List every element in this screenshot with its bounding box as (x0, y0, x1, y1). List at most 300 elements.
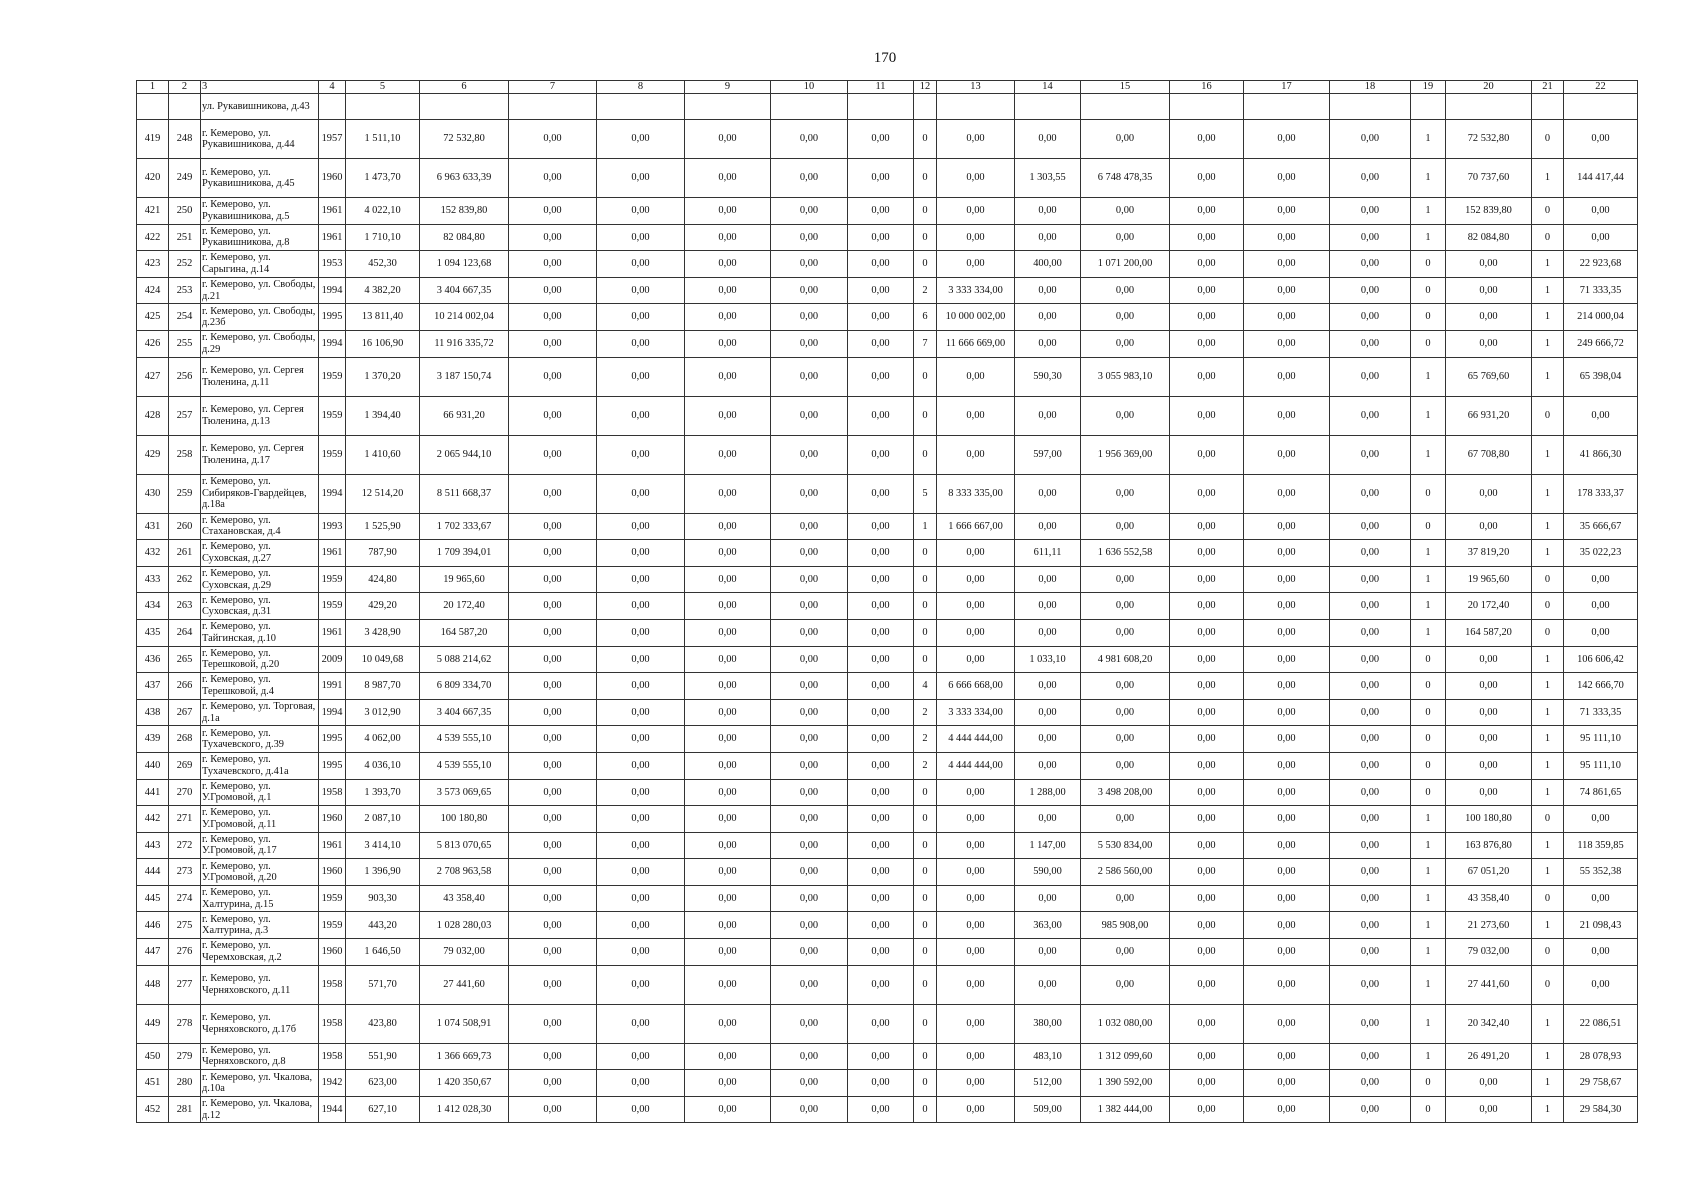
table-cell: 0,00 (1170, 396, 1244, 435)
table-cell: 254 (169, 304, 201, 331)
table-cell: 41 866,30 (1564, 435, 1638, 474)
table-cell: 11 916 335,72 (420, 330, 509, 357)
table-cell: 0,00 (1330, 1004, 1411, 1043)
table-cell: 0,00 (771, 513, 848, 540)
table-cell: 252 (169, 251, 201, 278)
address-cell: г. Кемерово, ул. Халтурина, д.3 (201, 912, 319, 939)
table-cell: 0,00 (685, 120, 771, 159)
table-cell: 0,00 (848, 1004, 914, 1043)
table-cell: 0,00 (937, 885, 1015, 912)
table-cell: 250 (169, 198, 201, 225)
table-cell: 0,00 (1330, 566, 1411, 593)
table-cell: 1 702 333,67 (420, 513, 509, 540)
table-cell: 434 (137, 593, 169, 620)
table-cell: 436 (137, 646, 169, 673)
table-cell: 3 012,90 (346, 699, 420, 726)
table-cell: 0,00 (1244, 593, 1330, 620)
table-cell: 0,00 (685, 779, 771, 806)
table-cell: 0,00 (597, 396, 685, 435)
table-cell: 0 (914, 396, 937, 435)
table-cell: 0,00 (685, 1096, 771, 1123)
table-cell: 152 839,80 (1446, 198, 1532, 225)
table-cell: 0 (1411, 1070, 1446, 1097)
table-cell: 0,00 (509, 198, 597, 225)
table-cell: 0,00 (597, 277, 685, 304)
table-cell: 0,00 (509, 540, 597, 567)
table-cell: 2 (914, 699, 937, 726)
table-cell: 1 (1411, 912, 1446, 939)
table-cell: 0,00 (1244, 251, 1330, 278)
table-cell: 0,00 (1244, 939, 1330, 966)
table-cell: 281 (169, 1096, 201, 1123)
table-cell: 0,00 (1446, 330, 1532, 357)
table-cell: 0,00 (1244, 159, 1330, 198)
table-cell: 0,00 (1564, 806, 1638, 833)
table-cell: 0 (914, 593, 937, 620)
table-cell: 0,00 (1244, 513, 1330, 540)
table-cell: 423,80 (346, 1004, 420, 1043)
table-cell: 6 (420, 81, 509, 94)
table-cell: 0,00 (509, 435, 597, 474)
table-cell: 0,00 (509, 752, 597, 779)
table-cell: 1 396,90 (346, 859, 420, 886)
table-cell: 0,00 (1244, 198, 1330, 225)
table-cell: 0 (914, 832, 937, 859)
table-cell: 0 (1411, 513, 1446, 540)
table-cell: 0,00 (937, 159, 1015, 198)
table-cell: 0,00 (771, 159, 848, 198)
table-cell: 0 (914, 912, 937, 939)
table-cell: 0,00 (848, 277, 914, 304)
table-cell: 1993 (319, 513, 346, 540)
address-cell: г. Кемерово, ул. Суховская, д.27 (201, 540, 319, 567)
table-cell (319, 94, 346, 120)
table-cell: 29 758,67 (1564, 1070, 1638, 1097)
table-cell: 0 (914, 159, 937, 198)
table-cell: 0,00 (937, 1070, 1015, 1097)
table-row (137, 779, 1638, 806)
table-cell: 0,00 (685, 277, 771, 304)
table-cell: 0,00 (597, 224, 685, 251)
table-cell: 0,00 (937, 566, 1015, 593)
table-cell: 19 965,60 (420, 566, 509, 593)
table-cell: 67 708,80 (1446, 435, 1532, 474)
table-cell: 1 (1532, 513, 1564, 540)
table-cell: 1 (1411, 859, 1446, 886)
table-cell: 0,00 (685, 912, 771, 939)
register-table-body (137, 81, 1638, 1123)
table-cell: 0 (914, 357, 937, 396)
table-cell: 28 078,93 (1564, 1043, 1638, 1070)
table-cell: 16 (1170, 81, 1244, 94)
address-cell: г. Кемерово, ул. Суховская, д.29 (201, 566, 319, 593)
table-cell: 0,00 (1330, 885, 1411, 912)
table-cell (914, 94, 937, 120)
table-cell (597, 94, 685, 120)
table-cell: 178 333,37 (1564, 474, 1638, 513)
table-cell: 0,00 (509, 224, 597, 251)
table-cell: 1995 (319, 752, 346, 779)
table-cell: 0,00 (1015, 474, 1081, 513)
table-cell: 0,00 (685, 198, 771, 225)
table-cell: 0,00 (937, 251, 1015, 278)
table-cell: 0 (1532, 619, 1564, 646)
table-cell: 1 (1532, 435, 1564, 474)
table-cell: 0,00 (1015, 396, 1081, 435)
table-cell: 0,00 (1170, 357, 1244, 396)
table-cell: 0,00 (1244, 965, 1330, 1004)
table-cell: 0,00 (1170, 806, 1244, 833)
table-cell: 0,00 (848, 1096, 914, 1123)
table-cell: 19 (1411, 81, 1446, 94)
table-cell: 0,00 (1330, 1070, 1411, 1097)
table-cell: 1958 (319, 1004, 346, 1043)
table-cell: 449 (137, 1004, 169, 1043)
table-cell: 0,00 (597, 726, 685, 753)
table-cell: 1 (1411, 159, 1446, 198)
table-cell: 422 (137, 224, 169, 251)
table-cell: 1 074 508,91 (420, 1004, 509, 1043)
table-cell: 0,00 (771, 779, 848, 806)
table-cell: 3 414,10 (346, 832, 420, 859)
table-cell: 0,00 (597, 752, 685, 779)
table-cell: 0,00 (1564, 965, 1638, 1004)
table-cell: 0,00 (1170, 435, 1244, 474)
table-cell: 0,00 (1170, 593, 1244, 620)
table-cell: 0,00 (771, 1070, 848, 1097)
page-number: 170 (873, 50, 897, 66)
table-cell: 0,00 (685, 752, 771, 779)
address-cell: г. Кемерово, ул. Сибиряков-Гвардейцев, д.18а (201, 474, 319, 513)
table-cell: 1 094 123,68 (420, 251, 509, 278)
table-row (137, 566, 1638, 593)
table-cell: 1 (1532, 646, 1564, 673)
table-cell: 0,00 (848, 859, 914, 886)
table-cell: 0,00 (771, 330, 848, 357)
table-cell: 1 (1532, 779, 1564, 806)
table-cell: 0,00 (597, 474, 685, 513)
table-cell: 435 (137, 619, 169, 646)
table-cell: 275 (169, 912, 201, 939)
table-cell: 0,00 (1244, 832, 1330, 859)
address-cell: г. Кемерово, ул. Сергея Тюленина, д.11 (201, 357, 319, 396)
table-cell: 0,00 (771, 859, 848, 886)
table-cell: 0,00 (937, 806, 1015, 833)
table-cell: 277 (169, 965, 201, 1004)
table-cell: 0,00 (597, 1070, 685, 1097)
table-cell: 8 333 335,00 (937, 474, 1015, 513)
table-cell: 0,00 (1081, 566, 1170, 593)
table-cell: 1 (1411, 965, 1446, 1004)
table-cell: 0,00 (1330, 159, 1411, 198)
table-cell: 0,00 (937, 832, 1015, 859)
table-cell: 0,00 (685, 1043, 771, 1070)
table-cell: 0,00 (937, 198, 1015, 225)
table-cell: 0 (1411, 726, 1446, 753)
table-cell (1564, 94, 1638, 120)
table-cell: 1 394,40 (346, 396, 420, 435)
table-cell: 0,00 (1015, 619, 1081, 646)
table-cell: 9 (685, 81, 771, 94)
table-cell: 43 358,40 (420, 885, 509, 912)
table-cell: 278 (169, 1004, 201, 1043)
table-cell: 0 (914, 120, 937, 159)
table-cell: 0,00 (1170, 726, 1244, 753)
table-cell: 0,00 (1170, 859, 1244, 886)
table-cell: 0 (914, 566, 937, 593)
table-cell: 1 (1411, 593, 1446, 620)
table-cell: 0 (914, 540, 937, 567)
table-cell: 1 (1532, 1043, 1564, 1070)
table-cell: 0,00 (1015, 277, 1081, 304)
table-cell: 1 (1532, 1096, 1564, 1123)
table-cell: 1 288,00 (1015, 779, 1081, 806)
table-cell: 0,00 (597, 198, 685, 225)
table-cell: 0,00 (1244, 726, 1330, 753)
table-cell: 0 (1411, 752, 1446, 779)
table-cell: 1 (1411, 396, 1446, 435)
table-cell: 0,00 (848, 566, 914, 593)
table-cell: 1 390 592,00 (1081, 1070, 1170, 1097)
table-row (137, 357, 1638, 396)
table-cell: 0,00 (509, 474, 597, 513)
table-cell: 0,00 (1330, 330, 1411, 357)
table-cell: 0,00 (597, 435, 685, 474)
table-cell: 4 444 444,00 (937, 752, 1015, 779)
table-cell: 0,00 (1330, 673, 1411, 700)
table-cell: 431 (137, 513, 169, 540)
table-row (137, 859, 1638, 886)
table-cell: 0,00 (771, 699, 848, 726)
table-cell: 0 (1411, 1096, 1446, 1123)
address-cell: г. Кемерово, ул. У.Громовой, д.20 (201, 859, 319, 886)
table-cell: 0,00 (1330, 1043, 1411, 1070)
address-cell: г. Кемерово, ул. Свободы, д.29 (201, 330, 319, 357)
table-cell: 0,00 (1330, 859, 1411, 886)
table-cell: 82 084,80 (420, 224, 509, 251)
table-row (137, 699, 1638, 726)
table-row (137, 159, 1638, 198)
table-cell: 152 839,80 (420, 198, 509, 225)
table-cell: 0,00 (509, 965, 597, 1004)
table-cell: 0,00 (1446, 1096, 1532, 1123)
table-cell: 1 032 080,00 (1081, 1004, 1170, 1043)
table-cell: 13 (937, 81, 1015, 94)
table-cell: 1 382 444,00 (1081, 1096, 1170, 1123)
table-cell: 0,00 (1446, 513, 1532, 540)
table-cell: 0 (914, 779, 937, 806)
table-cell: 1 (1532, 726, 1564, 753)
table-cell: 3 187 150,74 (420, 357, 509, 396)
table-cell: 144 417,44 (1564, 159, 1638, 198)
table-cell (685, 94, 771, 120)
table-cell: 1959 (319, 357, 346, 396)
address-cell: 3 (201, 81, 319, 94)
table-cell: 0,00 (509, 779, 597, 806)
table-cell: 400,00 (1015, 251, 1081, 278)
table-cell: 590,00 (1015, 859, 1081, 886)
table-row (137, 1043, 1638, 1070)
table-cell: 0,00 (509, 357, 597, 396)
table-cell: 443,20 (346, 912, 420, 939)
table-cell: 17 (1244, 81, 1330, 94)
table-cell: 448 (137, 965, 169, 1004)
table-cell: 1958 (319, 965, 346, 1004)
table-cell: 21 (1532, 81, 1564, 94)
table-cell: 11 (848, 81, 914, 94)
table-cell: 0,00 (1244, 885, 1330, 912)
table-cell: 1 412 028,30 (420, 1096, 509, 1123)
table-cell: 0,00 (509, 304, 597, 331)
table-cell: 0,00 (685, 566, 771, 593)
table-cell: 20 172,40 (420, 593, 509, 620)
table-cell: 1994 (319, 474, 346, 513)
table-cell: 1994 (319, 330, 346, 357)
table-cell: 0 (1532, 885, 1564, 912)
table-cell: 0,00 (848, 159, 914, 198)
table-cell: 0,00 (1015, 566, 1081, 593)
table-cell: 0,00 (848, 673, 914, 700)
table-row (137, 330, 1638, 357)
table-cell: 260 (169, 513, 201, 540)
table-cell: 0,00 (1330, 1096, 1411, 1123)
table-cell: 0,00 (1564, 566, 1638, 593)
table-cell (420, 94, 509, 120)
table-cell: 0,00 (685, 619, 771, 646)
table-cell: 0,00 (1446, 673, 1532, 700)
table-row (137, 912, 1638, 939)
address-cell: г. Кемерово, ул. Стахановская, д.4 (201, 513, 319, 540)
table-cell: 0 (914, 619, 937, 646)
table-cell: 0,00 (509, 806, 597, 833)
address-cell: г. Кемерово, ул. Суховская, д.31 (201, 593, 319, 620)
table-cell: 0,00 (1244, 1004, 1330, 1043)
table-cell: 5 530 834,00 (1081, 832, 1170, 859)
table-cell: 276 (169, 939, 201, 966)
table-cell: 1953 (319, 251, 346, 278)
table-cell: 0,00 (685, 806, 771, 833)
table-cell: 0,00 (685, 330, 771, 357)
table-cell: 0,00 (1015, 304, 1081, 331)
table-row (137, 1096, 1638, 1123)
table-cell: 1959 (319, 396, 346, 435)
table-cell: 363,00 (1015, 912, 1081, 939)
table-cell: 0,00 (685, 832, 771, 859)
table-cell: 0,00 (1244, 396, 1330, 435)
table-cell: 0,00 (1081, 198, 1170, 225)
table-cell: 0 (914, 806, 937, 833)
table-cell: 0,00 (597, 673, 685, 700)
table-cell: 0,00 (1330, 646, 1411, 673)
table-cell: 590,30 (1015, 357, 1081, 396)
table-cell: 249 666,72 (1564, 330, 1638, 357)
table-cell: 271 (169, 806, 201, 833)
table-cell: 0,00 (509, 566, 597, 593)
address-cell: г. Кемерово, ул. Сарыгина, д.14 (201, 251, 319, 278)
table-cell: 903,30 (346, 885, 420, 912)
table-cell: 0,00 (771, 1043, 848, 1070)
table-cell: 0,00 (597, 832, 685, 859)
table-cell: 421 (137, 198, 169, 225)
table-cell: 0,00 (1330, 593, 1411, 620)
table-cell: 0,00 (1244, 1043, 1330, 1070)
table-cell: 1995 (319, 304, 346, 331)
table-row (137, 939, 1638, 966)
table-cell: 106 606,42 (1564, 646, 1638, 673)
table-cell: 0,00 (1330, 806, 1411, 833)
table-cell: 4 062,00 (346, 726, 420, 753)
table-cell: 253 (169, 277, 201, 304)
table-cell: 0,00 (848, 806, 914, 833)
table-row (137, 1070, 1638, 1097)
table-cell: 1 666 667,00 (937, 513, 1015, 540)
table-cell: 443 (137, 832, 169, 859)
table-cell (1244, 94, 1330, 120)
table-cell: 0,00 (1244, 859, 1330, 886)
table-cell: 0,00 (771, 806, 848, 833)
table-cell: 0,00 (1170, 646, 1244, 673)
table-cell: 0,00 (848, 726, 914, 753)
table-cell: 0,00 (771, 832, 848, 859)
table-cell: 0,00 (771, 224, 848, 251)
table-cell: 0,00 (1015, 939, 1081, 966)
table-cell: 0,00 (937, 120, 1015, 159)
table-row (137, 593, 1638, 620)
table-cell: 0 (914, 859, 937, 886)
table-cell: 1 033,10 (1015, 646, 1081, 673)
table-cell: 2 065 944,10 (420, 435, 509, 474)
table-cell: 0,00 (848, 198, 914, 225)
table-cell: 0,00 (1446, 251, 1532, 278)
table-cell: 0,00 (848, 357, 914, 396)
table-cell: 512,00 (1015, 1070, 1081, 1097)
table-cell: 13 811,40 (346, 304, 420, 331)
table-row (137, 965, 1638, 1004)
table-cell: 0,00 (1244, 330, 1330, 357)
table-cell: 1942 (319, 1070, 346, 1097)
address-cell: г. Кемерово, ул. Терешковой, д.20 (201, 646, 319, 673)
table-cell: 264 (169, 619, 201, 646)
table-cell: 1 (1411, 357, 1446, 396)
table-cell: 451 (137, 1070, 169, 1097)
table-cell: 1 393,70 (346, 779, 420, 806)
table-cell: 0,00 (1015, 885, 1081, 912)
table-cell: 483,10 (1015, 1043, 1081, 1070)
table-cell: 0,00 (1330, 832, 1411, 859)
table-cell: 787,90 (346, 540, 420, 567)
table-cell: 424 (137, 277, 169, 304)
table-cell: 2 708 963,58 (420, 859, 509, 886)
table-cell: 4 444 444,00 (937, 726, 1015, 753)
table-cell: 0 (1532, 198, 1564, 225)
table-cell: 0,00 (509, 646, 597, 673)
table-cell: 452 (137, 1096, 169, 1123)
address-cell: г. Кемерово, ул. Черняховского, д.11 (201, 965, 319, 1004)
table-cell: 0,00 (1244, 474, 1330, 513)
table-cell: 0,00 (685, 885, 771, 912)
table-cell (937, 94, 1015, 120)
table-cell: 0,00 (937, 646, 1015, 673)
table-cell: 0,00 (1330, 304, 1411, 331)
table-row (137, 304, 1638, 331)
table-cell: 0,00 (509, 1096, 597, 1123)
table-cell: 0,00 (509, 726, 597, 753)
table-cell: 452,30 (346, 251, 420, 278)
table-cell: 82 084,80 (1446, 224, 1532, 251)
table-cell: 5 (346, 81, 420, 94)
table-cell: 0,00 (509, 699, 597, 726)
table-cell: 4 036,10 (346, 752, 420, 779)
